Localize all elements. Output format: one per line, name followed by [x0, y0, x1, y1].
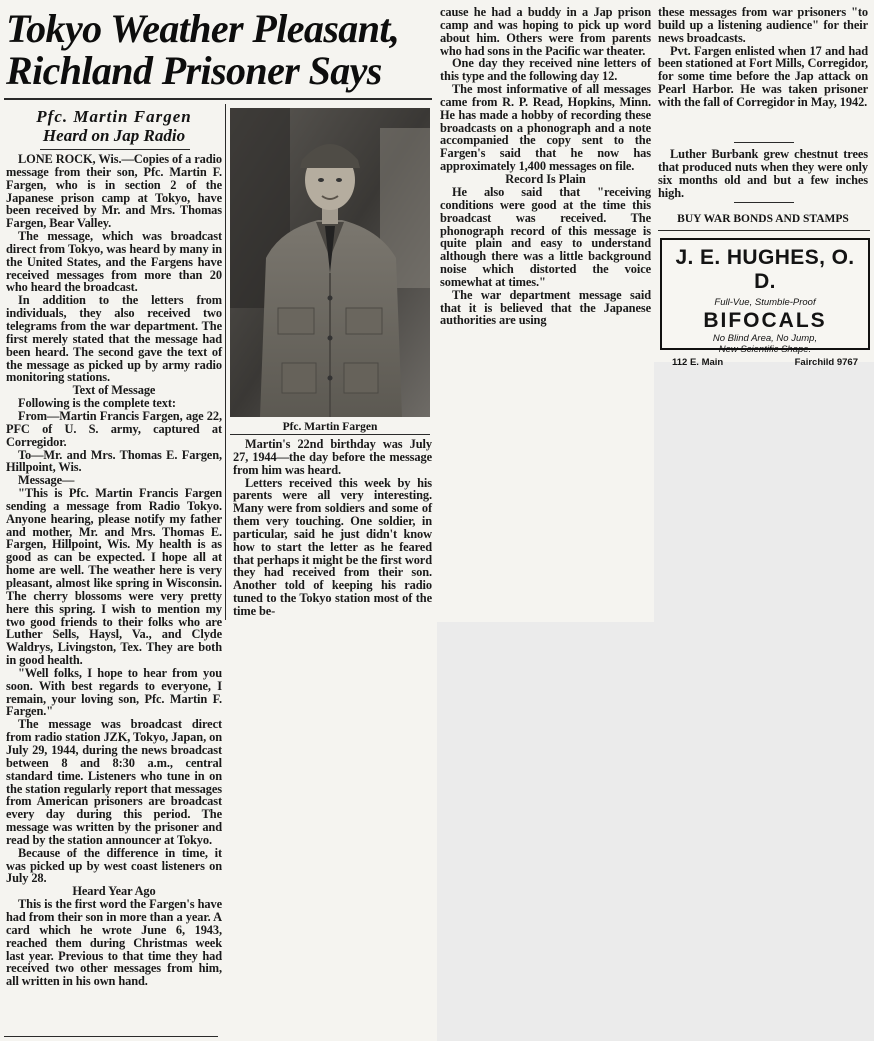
- subhead-record-is-plain: Record Is Plain: [505, 171, 586, 186]
- ad-feature-2: New Scientific Shape.: [718, 344, 812, 355]
- war-bonds-notice: BUY WAR BONDS AND STAMPS: [677, 213, 849, 225]
- deck: [4, 107, 224, 145]
- ad-contact-row: [662, 357, 868, 368]
- col2-paragraph-2: Letters received this week by his parents were all very interesting. Many were from soldiers and some of them very touching. One soldier, in particular, said he just didn't know how to start the letter as he feared that perhaps it might be the first word they had received from their son. Another told of keeping his radio tuned to the Tokyo station most of the time be-: [233, 475, 432, 618]
- column-4: [658, 6, 868, 109]
- column-1-end-rule: [4, 1036, 218, 1037]
- deck-rule: [40, 149, 190, 150]
- headline-line-2: Richland Prisoner Says: [6, 48, 382, 93]
- bonds-rule: [658, 230, 870, 231]
- deck-line-1: Pfc. Martin Fargen: [36, 107, 192, 126]
- filler-item: [658, 148, 868, 199]
- col1-paragraph-10: The message was broadcast direct from radio station JZK, Tokyo, Japan, on July 29, 1944, during the news broadcast between 8 and 8:30 a.m., central standard time. Listeners who tune in on the station regularly report that messages from American prisoners are broadcast every day during this period. The message was written by the prisoner and read by the station announcer at Tokyo.: [6, 717, 222, 847]
- headline-rule: [4, 98, 432, 100]
- filler-rule-bottom: [734, 202, 794, 203]
- col1-paragraph-2: The message, which was broadcast direct from Tokyo, was heard by many in the United States, and the Fargens have received messages from more than 20 who heard the broadcast.: [6, 229, 222, 295]
- photo-caption: Pfc. Martin Fargen: [282, 421, 378, 433]
- col1-paragraph-6: To—Mr. and Mrs. Thomas E. Fargen, Hillpoint, Wis.: [6, 447, 222, 475]
- col3-paragraph-2: One day they received nine letters of this type and the following day 12.: [440, 56, 651, 84]
- column-1: [6, 153, 222, 988]
- col1-paragraph-1: —Copies of a radio message from their son, Pfc. Martin F. Fargen, who is in section 2 of the Japanese prison camp at Tokyo, have been received by Mr. and Mrs. Thomas Fargen, Bear Valley.: [6, 152, 222, 231]
- ad-tagline: Full-Vue, Stumble-Proof: [714, 297, 816, 308]
- headline: [6, 8, 431, 92]
- col1-paragraph-4: Following is the complete text:: [18, 396, 176, 411]
- caption-rule: [230, 434, 430, 435]
- col3-paragraph-5: The war department message said that it is believed that the Japanese authorities are using: [440, 287, 651, 328]
- col1-paragraph-7: Message—: [18, 473, 75, 488]
- col3-paragraph-1: cause he had a buddy in a Jap prison camp and was hoping to pick up word about him. Others were from parents who had sons in the Pacific war theater.: [440, 5, 651, 58]
- ad-phone: Fairchild 9767: [794, 357, 858, 368]
- col3-paragraph-4: He also said that "receiving conditions were good at the time this broadcast was received. The phonograph record of this message is quite plain and easy to understand although there was a little background noise which distorted the voice somewhat at times.": [440, 184, 651, 289]
- ad-business-name: J. E. HUGHES, O. D.: [675, 246, 855, 293]
- col1-paragraph-12: This is the first word the Fargen's have had from their son in more than a year. A card which he wrote June 6, 1943, reached them during Christmas week last year. Previous to that time they had received two other messages from him, all written in his own hand.: [6, 897, 222, 989]
- column-2: [233, 438, 432, 618]
- headline-line-1: Tokyo Weather Pleasant,: [6, 6, 400, 51]
- col1-paragraph-11: Because of the difference in time, it was picked up by west coast listeners on July 28.: [6, 845, 222, 886]
- deck-line-2: Heard on Jap Radio: [42, 126, 186, 145]
- ad-product: BIFOCALS: [703, 309, 827, 332]
- column-3: [440, 6, 651, 327]
- col1-paragraph-8: "This is Pfc. Martin Francis Fargen sending a message from Radio Tokyo. Anyone hearing, please notify my father and mother, Mr. and Mrs. Thomas E. Fargen, Hillpoint, Wis. My health is as good as can be expected. I hope all at home are well. The weather here is very pleasant, almost like spring in Wisconsin. The cherry blossoms were very pretty here this spring. I wish to mention my two good friends to their folks who are Luther Sells, Haysl, Va., and Clyde Waldrys, Livingston, Tex. They are both in good health.: [6, 486, 222, 668]
- col4-paragraph-1: these messages from war prisoners "to build up a listening audience" for their news broadcasts.: [658, 5, 868, 45]
- col1-paragraph-9: "Well folks, I hope to hear from you soon. With best regards to everyone, I remain, your loving son, Pfc. Martin F. Fargen.": [6, 665, 222, 719]
- optometrist-ad: [660, 238, 870, 368]
- soldier-portrait-image: [230, 108, 430, 417]
- filler-rule-top: [734, 142, 794, 143]
- col2-paragraph-1: Martin's 22nd birthday was July 27, 1944—the day before the message from him was heard.: [233, 437, 432, 477]
- col1-paragraph-3: In addition to the letters from individuals, they also received two telegrams from the war department. The first merely stated that the message had been heard. The second gave the text of the message as picked up by army radio monitoring stations.: [6, 293, 222, 385]
- subhead-text-of-message: Text of Message: [72, 383, 156, 398]
- filler-text: Luther Burbank grew chestnut trees that produced nuts when they were only six months old and but a few inches high.: [658, 147, 868, 200]
- column-divider: [225, 104, 226, 620]
- ad-address: 112 E. Main: [672, 357, 724, 368]
- article-clipping-continued: [437, 0, 654, 622]
- col4-paragraph-2: Pvt. Fargen enlisted when 17 and had been stationed at Fort Mills, Corregidor, for some time before the Jap attack on Pearl Harbor. He was taken prisoner with the fall of Corregidor in May, 1942.: [658, 43, 868, 109]
- col1-paragraph-5: From—Martin Francis Fargen, age 22, PFC of U. S. army, captured at Corregidor.: [6, 409, 222, 449]
- col3-paragraph-3: The most informative of all messages came from R. P. Read, Hopkins, Minn. He has made a hobby of recording these broadcasts on a phonograph and a note accompanied the copy sent to the Fargen's said that he now has approximately 1,400 messages on file.: [440, 82, 651, 174]
- soldier-photo: [230, 108, 430, 417]
- subhead-heard-year-ago: Heard Year Ago: [72, 884, 156, 899]
- ad-feature-1: No Blind Area, No Jump,: [712, 333, 818, 344]
- dateline: LONE ROCK, Wis.: [18, 152, 122, 166]
